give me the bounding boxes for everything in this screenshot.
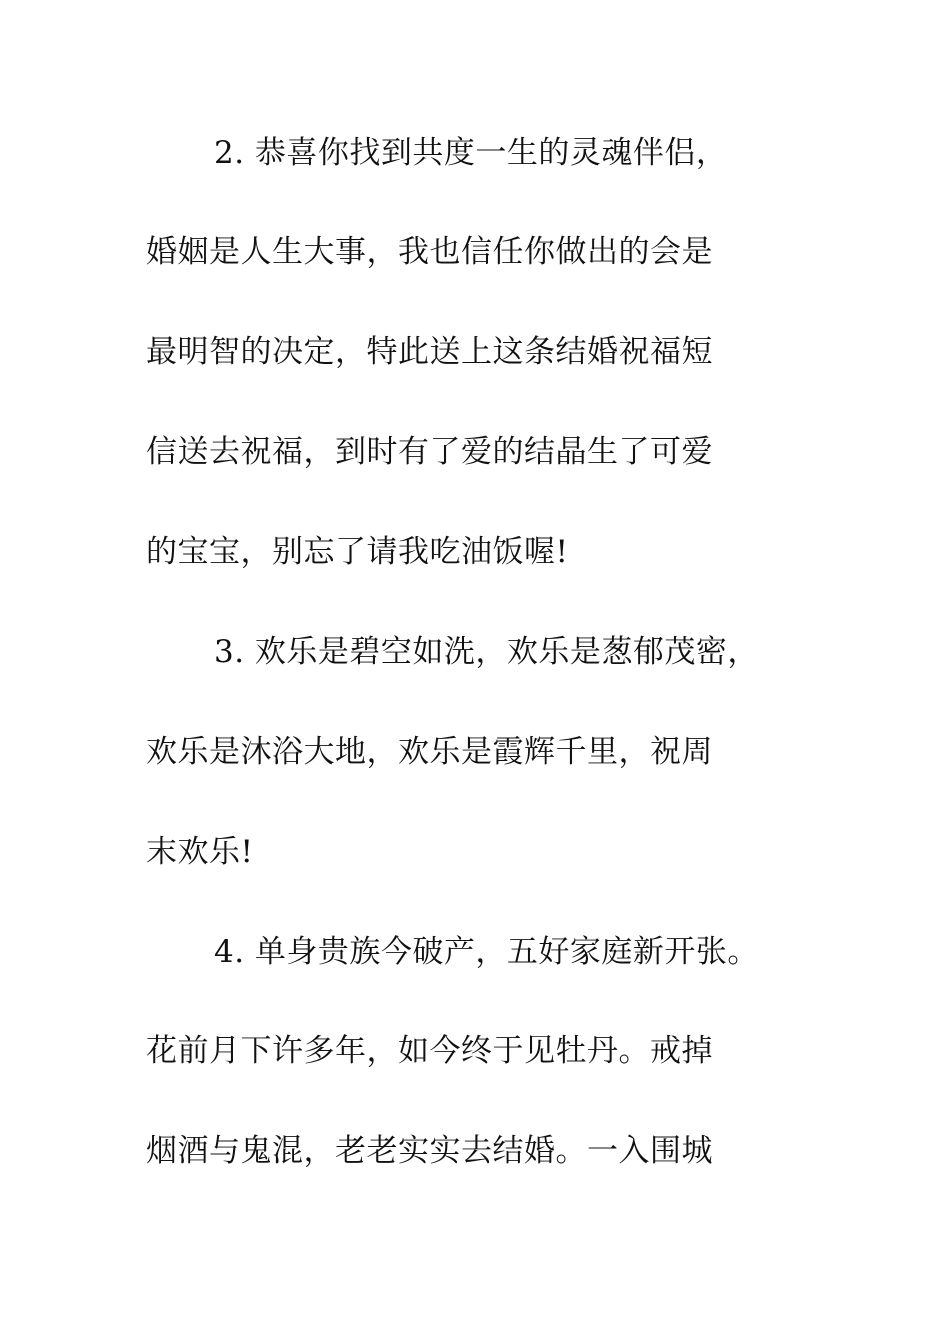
paragraph-3-line-2: 欢乐是沐浴大地，欢乐是霞辉千里，祝周	[146, 734, 713, 770]
paragraph-2-line-5: 的宝宝，别忘了请我吃油饭喔!	[146, 534, 569, 570]
paragraph-4-line-1: 4. 单身贵族今破产，五好家庭新开张。	[214, 934, 759, 970]
paragraph-2-line-3: 最明智的决定，特此送上这条结婚祝福短	[146, 334, 713, 370]
paragraph-2-line-1: 2. 恭喜你找到共度一生的灵魂伴侣，	[214, 135, 728, 171]
paragraph-2-line-2: 婚姻是人生大事，我也信任你做出的会是	[146, 234, 713, 270]
paragraph-4-line-2: 花前月下许多年，如今终于见牡丹。戒掉	[146, 1033, 713, 1069]
paragraph-2-line-4: 信送去祝福，到时有了爱的结晶生了可爱	[146, 434, 713, 470]
paragraph-3-line-1: 3. 欢乐是碧空如洗，欢乐是葱郁茂密，	[214, 634, 759, 670]
paragraph-3-line-3: 末欢乐!	[146, 834, 254, 870]
paragraph-4-line-3: 烟酒与鬼混，老老实实去结婚。一入围城	[146, 1133, 713, 1169]
